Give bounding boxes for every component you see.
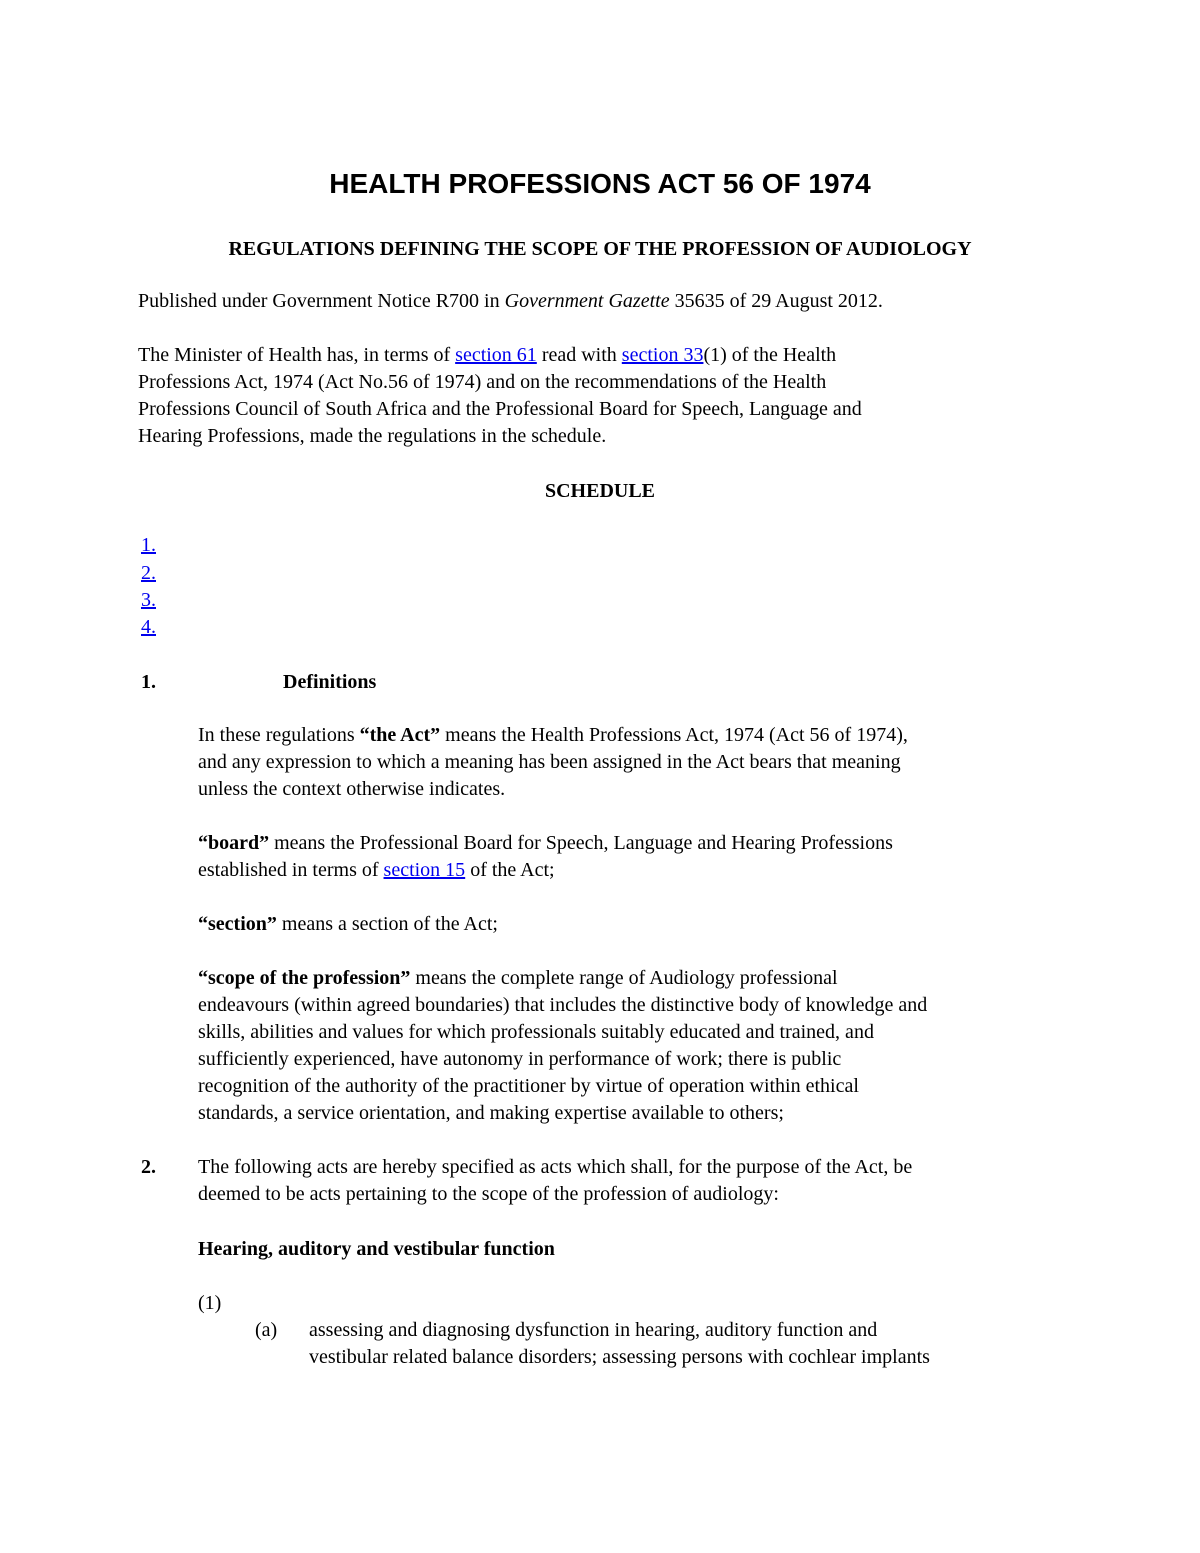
- publication-suffix: 35635 of 29 August 2012.: [669, 290, 883, 312]
- definition-act-line-2: and any expression to which a meaning has been assigned in the Act bears that meaning: [198, 751, 901, 773]
- definition-board-line-2: [198, 857, 555, 884]
- toc-link-3[interactable]: 3.: [141, 589, 156, 611]
- item-number: (1): [198, 1292, 222, 1314]
- publication-note: [138, 288, 883, 315]
- intro-text: (1) of the Health: [703, 344, 837, 366]
- definition-text: of the Act;: [465, 859, 555, 881]
- definition-section: [198, 911, 498, 938]
- intro-text: read with: [536, 344, 622, 366]
- toc-link-4[interactable]: 4.: [141, 616, 156, 638]
- definition-board-line-1: [198, 830, 893, 857]
- section-33-link[interactable]: section 33: [621, 344, 704, 366]
- definition-scope-line: recognition of the authority of the practitioner by virtue of operation within ethical: [198, 1075, 859, 1097]
- intro-line-1: [138, 342, 836, 369]
- intro-line-2: Professions Act, 1974 (Act No.56 of 1974) and on the recommendations of the Health: [138, 371, 827, 393]
- definition-act-line-3: unless the context otherwise indicates.: [198, 778, 506, 800]
- defined-term: “board”: [198, 832, 270, 854]
- definition-scope-line-1: [198, 965, 838, 992]
- section-1-heading: Definitions: [283, 671, 377, 693]
- section-2-line-2: deemed to be acts pertaining to the scope of the profession of audiology:: [198, 1183, 779, 1205]
- section-2-number: 2.: [141, 1156, 156, 1178]
- definition-text: means the Health Professions Act, 1974 (Act 56 of 1974),: [440, 724, 908, 746]
- definition-scope-line: sufficiently experienced, have autonomy in performance of work; there is public: [198, 1048, 842, 1070]
- defined-term: “scope of the profession”: [198, 967, 411, 989]
- toc-link-1[interactable]: 1.: [141, 534, 156, 556]
- definition-act-line-1: [198, 722, 908, 749]
- section-2-subheading: Hearing, auditory and vestibular function: [198, 1238, 555, 1260]
- gazette-name: Government Gazette: [504, 290, 670, 312]
- publication-prefix: Published under Government Notice R700 in: [138, 290, 505, 312]
- defined-term: “the Act”: [359, 724, 441, 746]
- section-15-link[interactable]: section 15: [383, 859, 466, 881]
- intro-line-4: Hearing Professions, made the regulations in the schedule.: [138, 425, 607, 447]
- defined-term: “section”: [198, 913, 277, 935]
- intro-text: The Minister of Health has, in terms of: [138, 344, 456, 366]
- intro-line-3: Professions Council of South Africa and the Professional Board for Speech, Language and: [138, 398, 862, 420]
- sub-item-label: (a): [255, 1319, 278, 1341]
- sub-item-line-1: assessing and diagnosing dysfunction in hearing, auditory function and: [309, 1319, 878, 1341]
- schedule-heading: SCHEDULE: [544, 480, 656, 502]
- definition-text: means the complete range of Audiology professional: [410, 967, 838, 989]
- definition-text: established in terms of: [198, 859, 384, 881]
- definition-scope-line: skills, abilities and values for which professionals suitably educated and trained, and: [198, 1021, 874, 1043]
- sub-item-line-2: vestibular related balance disorders; assessing persons with cochlear implants: [309, 1346, 930, 1368]
- definition-text: means a section of the Act;: [276, 913, 498, 935]
- section-2-line-1: The following acts are hereby specified as acts which shall, for the purpose of the Act, be: [198, 1156, 913, 1178]
- section-1-number: 1.: [141, 671, 156, 693]
- definition-text: means the Professional Board for Speech, Language and Hearing Professions: [269, 832, 893, 854]
- document-title: HEALTH PROFESSIONS ACT 56 OF 1974: [329, 168, 871, 199]
- document-subtitle: REGULATIONS DEFINING THE SCOPE OF THE PROFESSION OF AUDIOLOGY: [228, 238, 972, 260]
- definition-text: In these regulations: [198, 724, 360, 746]
- toc-link-2[interactable]: 2.: [141, 562, 156, 584]
- definition-scope-line: endeavours (within agreed boundaries) that includes the distinctive body of knowledge and: [198, 994, 928, 1016]
- section-61-link[interactable]: section 61: [455, 344, 537, 366]
- definition-scope-line: standards, a service orientation, and making expertise available to others;: [198, 1102, 784, 1124]
